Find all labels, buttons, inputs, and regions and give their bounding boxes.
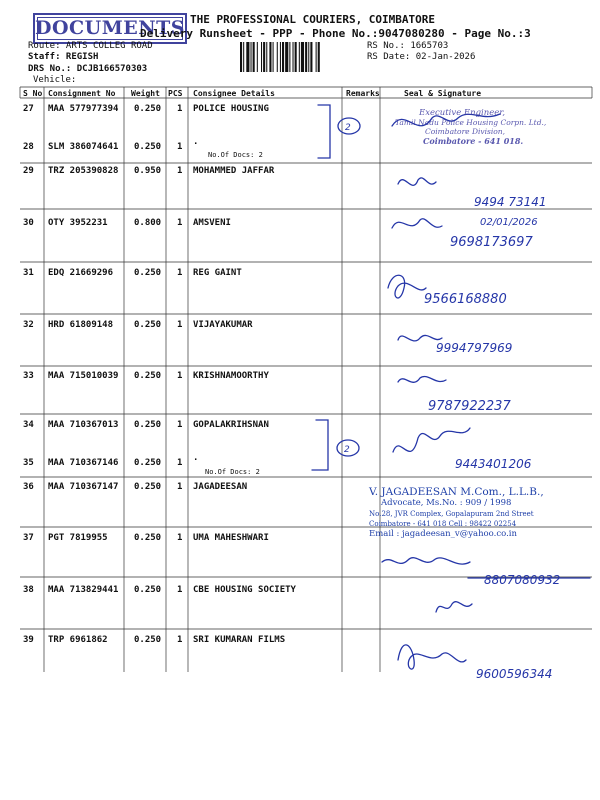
consignment-cell: MAA 577977394 bbox=[48, 104, 119, 114]
advocate-stamp bbox=[369, 486, 544, 540]
col-consignee: Consignee Details bbox=[193, 89, 275, 98]
weight-cell: 0.950 bbox=[134, 166, 162, 176]
consignment-cell: HRD 61809148 bbox=[48, 320, 114, 330]
weight-cell: 0.250 bbox=[134, 142, 162, 152]
col-remarks: Remarks bbox=[346, 89, 380, 98]
consignment-cell: SLM 386074641 bbox=[48, 142, 119, 152]
sno-cell: 32 bbox=[23, 320, 34, 330]
engineer-stamp-line: Tamil Nadu Police Housing Corpn. Ltd., bbox=[395, 118, 547, 127]
weight-cell: 0.250 bbox=[134, 482, 162, 492]
consignee-cell: KRISHNAMOORTHY bbox=[193, 371, 269, 381]
weight-cell: 0.250 bbox=[134, 458, 162, 468]
consignee-cell: GOPALAKRIHSNAN bbox=[193, 420, 269, 430]
pcs-cell: 1 bbox=[177, 166, 183, 176]
sno-cell: 35 bbox=[23, 458, 34, 468]
consignee-cell: REG GAINT bbox=[193, 268, 242, 278]
weight-cell: 0.250 bbox=[134, 635, 162, 645]
rs-number: RS No.: 1665703 bbox=[367, 41, 449, 51]
col-consignment: Consignment No bbox=[48, 89, 116, 98]
engineer-stamp-line: Executive Engineer, bbox=[419, 108, 506, 118]
sno-cell: 33 bbox=[23, 371, 34, 381]
consignment-cell: MAA 710367013 bbox=[48, 420, 119, 430]
company-name: THE PROFESSIONAL COURIERS, COIMBATORE bbox=[190, 13, 436, 26]
sno-cell: 38 bbox=[23, 585, 34, 595]
pcs-cell: 1 bbox=[177, 218, 183, 228]
weight-cell: 0.250 bbox=[134, 268, 162, 278]
pcs-cell: 1 bbox=[177, 458, 183, 468]
consignee-cell: SRI KUMARAN FILMS bbox=[193, 635, 286, 645]
docs-count: No.Of Docs: 2 bbox=[205, 468, 260, 476]
consignment-cell: TRZ 205390828 bbox=[48, 166, 119, 176]
consignment-cell: MAA 710367147 bbox=[48, 482, 119, 492]
col-signature: Seal & Signature bbox=[404, 89, 482, 98]
advocate-line: No.28, JVR Complex, Gopalapuram 2nd Street bbox=[369, 510, 534, 518]
consignee-cell: VIJAYAKUMAR bbox=[193, 320, 253, 330]
consignee-cell: CBE HOUSING SOCIETY bbox=[193, 585, 296, 595]
consignee-cell: AMSVENI bbox=[193, 218, 231, 228]
route-line: Route: ARTS COLLEG ROAD bbox=[28, 41, 153, 51]
consignee-cell: UMA MAHESHWARI bbox=[193, 533, 269, 543]
col-sno: S No bbox=[23, 89, 43, 98]
consignee-cell: POLICE HOUSING bbox=[193, 104, 269, 114]
consignment-cell: MAA 713829441 bbox=[48, 585, 119, 595]
pcs-cell: 1 bbox=[177, 585, 183, 595]
sno-cell: 36 bbox=[23, 482, 34, 492]
sno-cell: 37 bbox=[23, 533, 34, 543]
pcs-cell: 1 bbox=[177, 420, 183, 430]
remark-number: 2 bbox=[345, 123, 351, 133]
advocate-line: Advocate, Ms.No. : 909 / 1998 bbox=[381, 498, 512, 508]
handwritten-phone-31: 9566168880 bbox=[424, 292, 507, 307]
handwritten-phone-30: 9698173697 bbox=[450, 235, 533, 250]
pcs-cell: 1 bbox=[177, 320, 183, 330]
engineer-stamp-line: Coimbatore Division, bbox=[425, 127, 505, 136]
sno-cell: 27 bbox=[23, 104, 34, 114]
sno-cell: 29 bbox=[23, 166, 34, 176]
staff-line: Staff: REGISH bbox=[28, 52, 99, 62]
weight-cell: 0.250 bbox=[134, 585, 162, 595]
sno-cell: 39 bbox=[23, 635, 34, 645]
consignee-cell: . bbox=[193, 137, 199, 147]
handwritten-date-30: 02/01/2026 bbox=[480, 217, 538, 228]
handwritten-phone-29: 9494 73141 bbox=[474, 195, 547, 209]
weight-cell: 0.800 bbox=[134, 218, 162, 228]
engineer-stamp-line: Coimbatore - 641 018. bbox=[423, 136, 524, 146]
handwritten-phone-33: 9787922237 bbox=[428, 399, 511, 414]
consignee-cell: JAGADEESAN bbox=[193, 482, 248, 492]
pcs-cell: 1 bbox=[177, 371, 183, 381]
consignment-cell: EDQ 21669296 bbox=[48, 268, 114, 278]
consignee-cell: . bbox=[193, 453, 199, 463]
consignment-cell: OTY 3952231 bbox=[48, 218, 108, 228]
pcs-cell: 1 bbox=[177, 104, 183, 114]
engineer-stamp bbox=[395, 108, 546, 146]
sno-cell: 31 bbox=[23, 268, 34, 278]
drs-line: DRS No.: DCJB166570303 bbox=[28, 64, 148, 74]
weight-cell: 0.250 bbox=[134, 320, 162, 330]
handwritten-phone-32: 9994797969 bbox=[436, 341, 513, 355]
col-pcs: PCS bbox=[168, 89, 183, 98]
weight-cell: 0.250 bbox=[134, 104, 162, 114]
advocate-line: Email : jagadeesan_v@yahoo.co.in bbox=[369, 529, 517, 539]
consignment-cell: MAA 710367146 bbox=[48, 458, 119, 468]
handwritten-phone-39: 9600596344 bbox=[476, 667, 553, 681]
sno-cell: 30 bbox=[23, 218, 34, 228]
pcs-cell: 1 bbox=[177, 268, 183, 278]
consignment-cell: PGT 7819955 bbox=[48, 533, 108, 543]
consignee-cell: MOHAMMED JAFFAR bbox=[193, 166, 275, 176]
pcs-cell: 1 bbox=[177, 142, 183, 152]
weight-cell: 0.250 bbox=[134, 533, 162, 543]
handwritten-phone-34: 9443401206 bbox=[455, 457, 532, 471]
docs-count: No.Of Docs: 2 bbox=[208, 151, 263, 159]
advocate-name: V. JAGADEESAN M.Com., L.L.B., bbox=[369, 486, 544, 498]
weight-cell: 0.250 bbox=[134, 371, 162, 381]
vehicle-line: Vehicle: bbox=[33, 75, 77, 85]
col-weight: Weight bbox=[131, 89, 160, 98]
consignment-cell: TRP 6961862 bbox=[48, 635, 108, 645]
runsheet-title: Delivery Runsheet - PPP - Phone No.:9047080280 - Page No.:3 bbox=[140, 27, 531, 40]
sno-cell: 28 bbox=[23, 142, 34, 152]
sno-cell: 34 bbox=[23, 420, 34, 430]
rs-date: RS Date: 02-Jan-2026 bbox=[367, 52, 476, 62]
advocate-line: Coimbatore - 641 018 Cell : 98422 02254 bbox=[369, 520, 517, 528]
pcs-cell: 1 bbox=[177, 482, 183, 492]
consignment-cell: MAA 715010039 bbox=[48, 371, 119, 381]
documents-stamp: DOCUMENTS bbox=[33, 13, 187, 44]
handwritten-phone-37: 8807080932 bbox=[484, 573, 561, 587]
weight-cell: 0.250 bbox=[134, 420, 162, 430]
remark-number: 2 bbox=[344, 445, 350, 455]
pcs-cell: 1 bbox=[177, 533, 183, 543]
pcs-cell: 1 bbox=[177, 635, 183, 645]
